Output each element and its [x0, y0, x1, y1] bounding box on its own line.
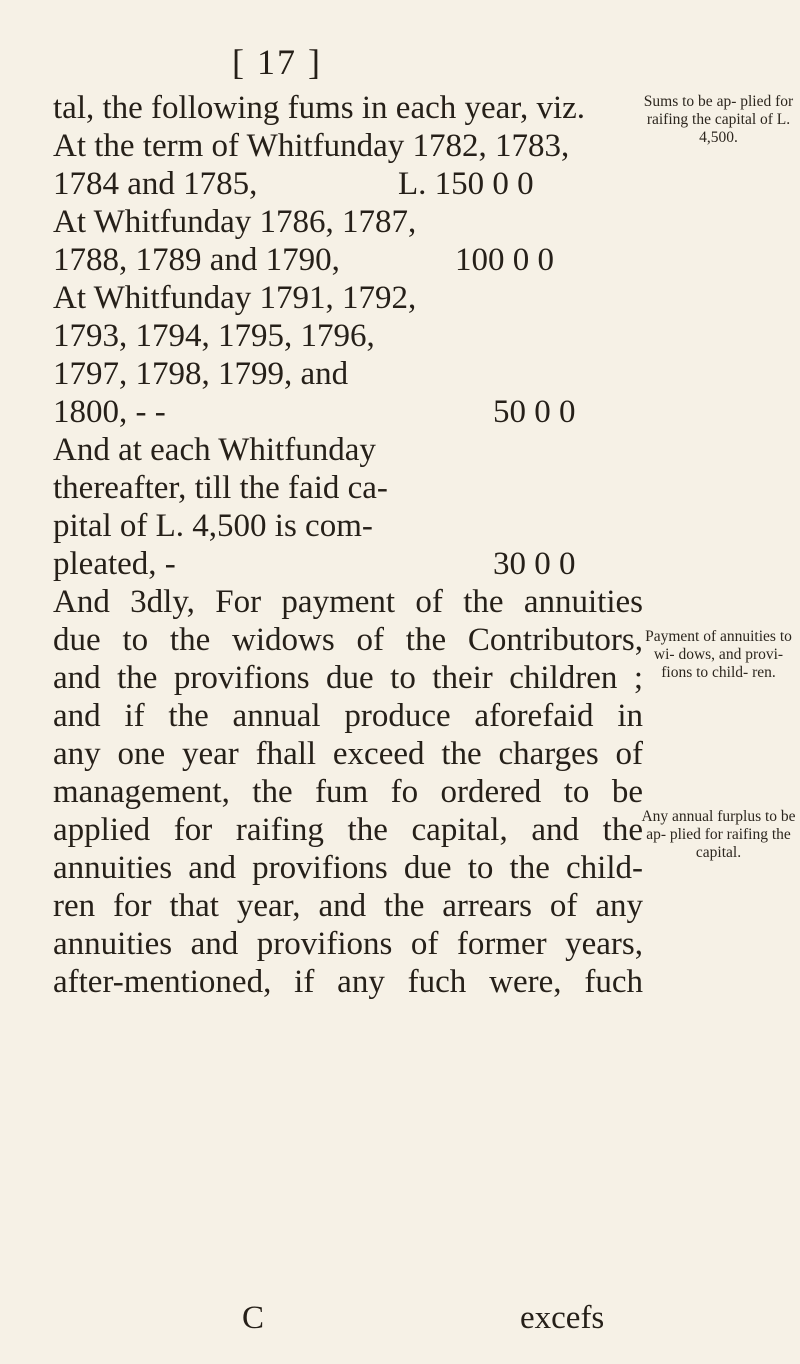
- text-line: 1793, 1794, 1795, 1796,: [53, 318, 375, 354]
- text-line: any one year fhall exceed the charges of: [53, 736, 643, 772]
- text-line: ren for that year, and the arrears of any: [53, 888, 643, 924]
- text-line: pleated, -: [53, 546, 176, 582]
- margin-note: Sums to be ap- plied for raifing the capital of L. 4,500.: [643, 93, 794, 146]
- text-line: and if the annual produce aforefaid in: [53, 698, 643, 734]
- page-number: [ 17 ]: [232, 42, 322, 82]
- text-line: and the provifions due to their children ;: [53, 660, 643, 696]
- amount: L. 150 0 0: [398, 166, 534, 202]
- text-line: And 3dly, For payment of the annuities: [53, 584, 643, 620]
- text-line: after-mentioned, if any fuch were, fuch: [53, 964, 643, 1000]
- text-line: 1800, - -: [53, 394, 166, 430]
- text-line: At Whitfunday 1791, 1792,: [53, 280, 417, 316]
- text-line: pital of L. 4,500 is com-: [53, 508, 373, 544]
- amount: 30 0 0: [493, 546, 576, 582]
- text-line: 1788, 1789 and 1790,: [53, 242, 340, 278]
- text-line: And at each Whitfunday: [53, 432, 376, 468]
- text-line: annuities and provifions of former years,: [53, 926, 643, 962]
- text-line: due to the widows of the Contributors,: [53, 622, 643, 658]
- catchword: excefs: [520, 1300, 605, 1336]
- text-line: annuities and provifions due to the child-: [53, 850, 643, 886]
- amount: 100 0 0: [455, 242, 554, 278]
- text-line: applied for raifing the capital, and the: [53, 812, 643, 848]
- text-line: 1784 and 1785,: [53, 166, 258, 202]
- margin-note: Payment of annuities to wi- dows, and provi- fions to child- ren.: [645, 628, 792, 681]
- amount: 50 0 0: [493, 394, 576, 430]
- text-line: tal, the following fums in each year, viz.: [53, 90, 586, 126]
- text-line: At the term of Whitfunday 1782, 1783,: [53, 128, 570, 164]
- signature-mark: C: [242, 1300, 265, 1336]
- text-line: thereafter, till the faid ca-: [53, 470, 388, 506]
- text-line: 1797, 1798, 1799, and: [53, 356, 349, 392]
- text-line: management, the fum fo ordered to be: [53, 774, 643, 810]
- margin-note: Any annual furplus to be ap- plied for raifing the capital.: [641, 808, 796, 861]
- text-line: At Whitfunday 1786, 1787,: [53, 204, 417, 240]
